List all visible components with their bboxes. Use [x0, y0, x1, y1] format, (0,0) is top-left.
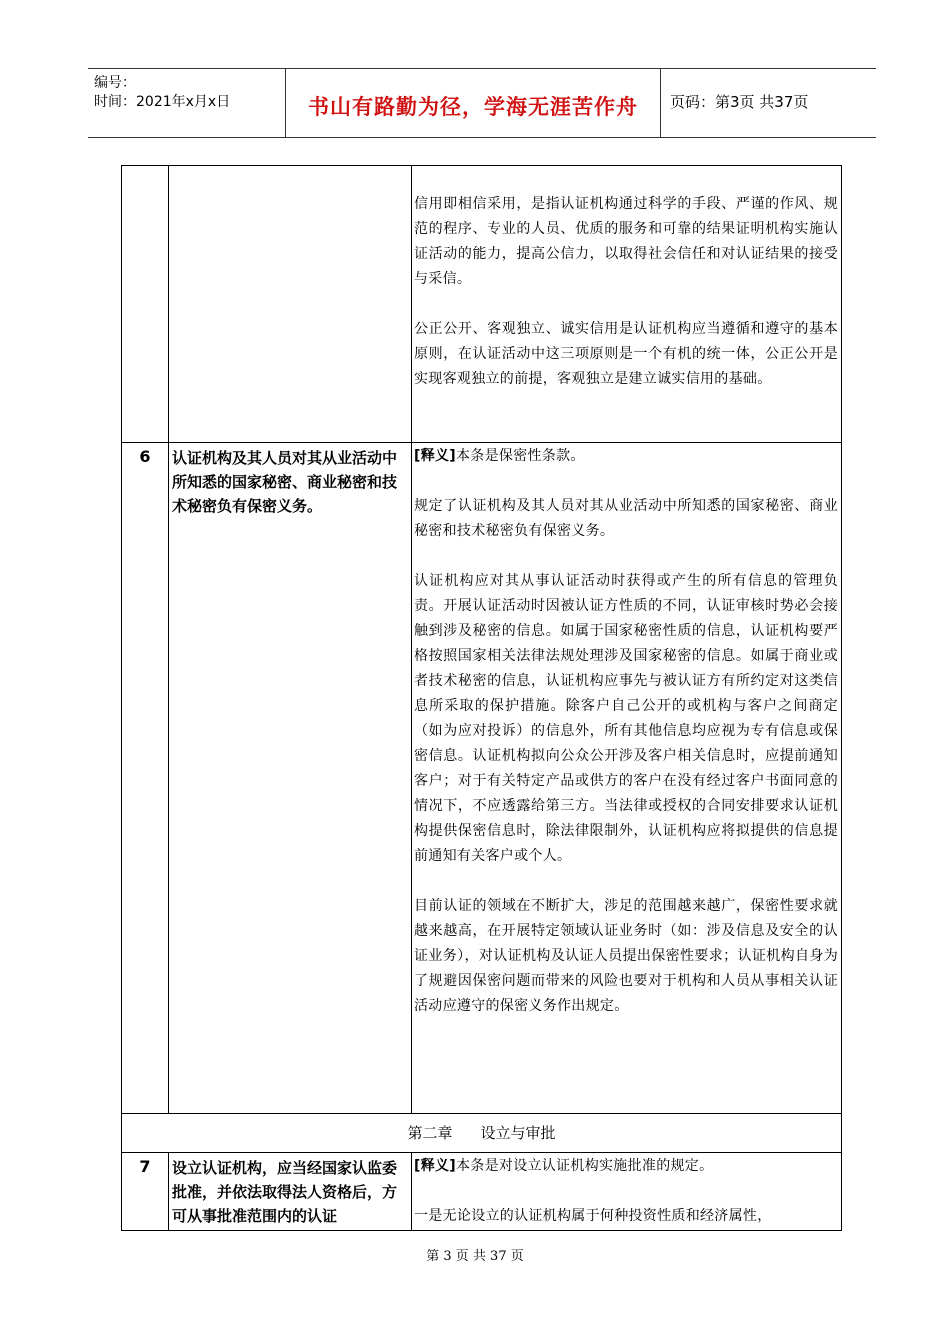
chapter-row — [122, 1113, 841, 1153]
page-header — [88, 68, 876, 138]
explanation — [414, 192, 838, 392]
time-label: 时间：2021年x月x日 — [94, 94, 231, 110]
article-text: 设立认证机构，应当经国家认监委批准，并依法取得法人资格后，方可从事批准范围内的认证 — [172, 1159, 398, 1225]
number-label: 编号： — [94, 75, 136, 91]
header-meta — [88, 69, 286, 137]
motto: 书山有路勤为径，学海无涯苦作舟 — [308, 95, 638, 119]
paragraph: 一是无论设立的认证机构属于何种投资性质和经济属性， — [414, 1208, 772, 1224]
chapter-heading — [122, 1122, 841, 1143]
page-footer: 第 3 页 共 37 页 — [426, 1249, 524, 1264]
table-row — [122, 1152, 841, 1231]
paragraph: 规定了认证机构及其人员对其从业活动中所知悉的国家秘密、商业秘密和技术秘密负有保密义务。 — [414, 498, 838, 539]
interpretation-label: [释义] — [414, 448, 456, 464]
intro: 本条是保密性条款。 — [456, 448, 585, 464]
paragraph: 信用即相信采用，是指认证机构通过科学的手段、严谨的作风、规范的程序、专业的人员、优质的服务和可靠的结果证明机构实施认证活动的能力，提高公信力，以取得社会信任和对认证结果的接受与采信。 — [414, 196, 838, 287]
article-number: 6 — [139, 447, 151, 466]
explanation — [414, 444, 838, 1019]
page-info: 页码：第3页 共37页 — [670, 93, 809, 111]
paragraph: 认证机构应对其从事认证活动时获得或产生的所有信息的管理负责。开展认证活动时因被认证方性质的不同，认证审核时势必会接触到涉及秘密的信息。如属于国家秘密性质的信息，认证机构要严格按照国家相关法律法规处理涉及国家秘密的信息。如属于商业或者技术秘密的信息，认证机构应事先与被认证方有所约定对这类信息所采取的保护措施。除客户自己公开的或机构与客户之间商定（如为应对投诉）的信息外，所有其他信息均应视为专有信息或保密信息。认证机构拟向公众公开涉及客户相关信息时，应提前通知客户；对于有关特定产品或供方的客户在没有经过客户书面同意的情况下，不应透露给第三方。当法律或授权的合同安排要求认证机构提供保密信息时，除法律限制外，认证机构应将拟提供的信息提前通知有关客户或个人。 — [414, 573, 838, 864]
header-motto-cell — [286, 69, 661, 137]
table-row — [122, 442, 841, 1114]
paragraph: 公正公开、客观独立、诚实信用是认证机构应当遵循和遵守的基本原则，在认证活动中这三项原则是一个有机的统一体，公正公开是实现客观独立的前提，客观独立是建立诚实信用的基础。 — [414, 321, 838, 387]
chapter-title: 设立与审批 — [480, 1124, 556, 1142]
table-row — [122, 166, 841, 443]
paragraph: 目前认证的领域在不断扩大，涉足的范围越来越广，保密性要求就越来越高，在开展特定领域认证业务时（如：涉及信息及安全的认证业务），对认证机构及认证人员提出保密性要求；认证机构自身为了规避因保密问题而带来的风险也要对于机构和人员从事相关认证活动应遵守的保密义务作出规定。 — [414, 898, 838, 1014]
explanation — [414, 1154, 838, 1229]
article-text: 认证机构及其人员对其从业活动中所知悉的国家秘密、商业秘密和技术秘密负有保密义务。 — [172, 449, 398, 515]
intro: 本条是对设立认证机构实施批准的规定。 — [456, 1158, 714, 1174]
article-number: 7 — [139, 1157, 151, 1176]
interpretation-label: [释义] — [414, 1158, 456, 1174]
chapter-number: 第二章 — [407, 1124, 453, 1142]
regulation-table — [121, 165, 842, 1231]
